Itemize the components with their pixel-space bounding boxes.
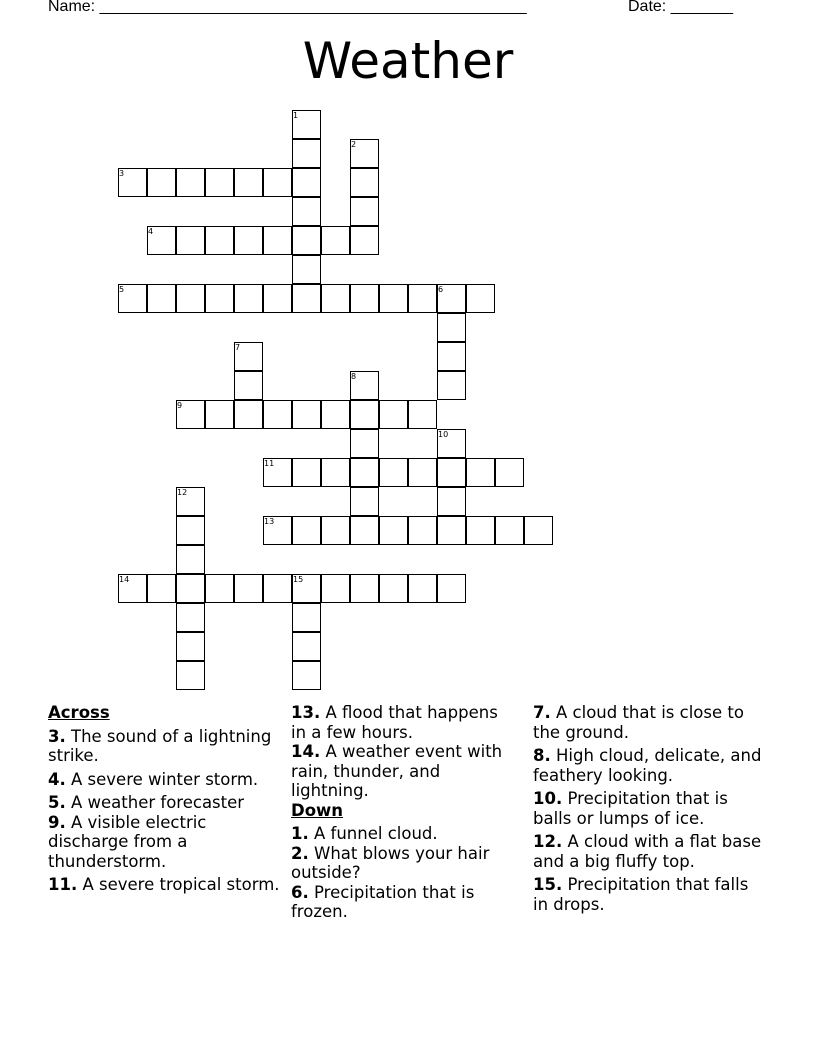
grid-cell[interactable] xyxy=(408,400,437,429)
grid-cell[interactable] xyxy=(495,458,524,487)
clue-number: 2 xyxy=(351,140,357,149)
grid-cell[interactable] xyxy=(350,516,379,545)
grid-cell[interactable] xyxy=(408,284,437,313)
grid-cell[interactable] xyxy=(234,400,263,429)
grid-cell[interactable] xyxy=(292,139,321,168)
grid-cell[interactable] xyxy=(466,284,495,313)
grid-cell[interactable] xyxy=(176,603,205,632)
grid-cell[interactable] xyxy=(292,661,321,690)
grid-cell[interactable] xyxy=(292,603,321,632)
grid-cell[interactable] xyxy=(147,574,176,603)
clue-number: 9 xyxy=(177,401,183,410)
clue-number: 3 xyxy=(119,169,125,178)
grid-cell[interactable] xyxy=(437,574,466,603)
clue-down-10: 10. Precipitation that is balls or lumps of ice. xyxy=(533,789,728,828)
grid-cell[interactable] xyxy=(321,574,350,603)
clue-down-7: 7. A cloud that is close to the ground. xyxy=(533,703,744,742)
grid-cell[interactable] xyxy=(205,226,234,255)
clue-across-5: 5. A weather forecaster xyxy=(48,793,245,812)
grid-cell[interactable] xyxy=(408,574,437,603)
grid-cell[interactable] xyxy=(350,226,379,255)
grid-cell[interactable] xyxy=(234,574,263,603)
grid-cell[interactable] xyxy=(379,574,408,603)
clue-down-6: 6. Precipitation that is frozen. xyxy=(291,882,475,921)
grid-cell[interactable] xyxy=(263,574,292,603)
clue-down-1: 1. A funnel cloud. xyxy=(291,824,438,843)
clue-across-14: 14. A weather event with rain, thunder, and lightning. xyxy=(291,742,503,800)
clue-down-8: 8. High cloud, delicate, and feathery looking. xyxy=(533,746,762,785)
grid-cell[interactable] xyxy=(292,632,321,661)
grid-cell[interactable] xyxy=(350,429,379,458)
clue-number: 13 xyxy=(264,517,275,526)
grid-cell[interactable] xyxy=(176,284,205,313)
grid-cell[interactable] xyxy=(234,226,263,255)
clue-across-4: 4. A severe winter storm. xyxy=(48,769,259,789)
grid-cell[interactable] xyxy=(292,516,321,545)
clue-number: 6 xyxy=(438,285,444,294)
grid-cell[interactable] xyxy=(466,516,495,545)
grid-cell[interactable] xyxy=(379,284,408,313)
grid-cell[interactable] xyxy=(176,516,205,545)
grid-cell[interactable] xyxy=(176,168,205,197)
grid-cell[interactable] xyxy=(205,400,234,429)
grid-cell[interactable] xyxy=(176,545,205,574)
grid-cell[interactable] xyxy=(176,661,205,690)
grid-cell[interactable] xyxy=(437,487,466,516)
grid-cell[interactable] xyxy=(321,458,350,487)
grid-cell[interactable] xyxy=(292,284,321,313)
grid-cell[interactable] xyxy=(176,632,205,661)
grid-cell[interactable] xyxy=(234,168,263,197)
grid-cell[interactable] xyxy=(350,400,379,429)
grid-cell[interactable] xyxy=(147,284,176,313)
grid-cell[interactable] xyxy=(350,168,379,197)
grid-cell[interactable] xyxy=(437,371,466,400)
grid-cell[interactable] xyxy=(292,197,321,226)
grid-cell[interactable] xyxy=(321,516,350,545)
grid-cell[interactable] xyxy=(205,284,234,313)
clue-across-13: 13. A flood that happens in a few hours. xyxy=(291,703,498,742)
grid-cell[interactable] xyxy=(292,255,321,284)
grid-cell[interactable] xyxy=(437,313,466,342)
grid-cell[interactable] xyxy=(292,168,321,197)
grid-cell[interactable] xyxy=(437,516,466,545)
grid-cell[interactable] xyxy=(524,516,553,545)
grid-cell[interactable] xyxy=(408,458,437,487)
clue-number: 1 xyxy=(293,111,299,120)
grid-cell[interactable] xyxy=(350,284,379,313)
grid-cell[interactable] xyxy=(466,458,495,487)
grid-cell[interactable] xyxy=(205,168,234,197)
grid-cell[interactable] xyxy=(437,458,466,487)
grid-cell[interactable] xyxy=(408,516,437,545)
grid-cell[interactable] xyxy=(437,342,466,371)
grid-cell[interactable] xyxy=(263,168,292,197)
name-label: Name: ________________________________________________ xyxy=(48,0,527,15)
down-heading: Down xyxy=(291,800,344,820)
grid-cell[interactable] xyxy=(379,516,408,545)
grid-cell[interactable] xyxy=(350,458,379,487)
clue-across-9: 9. A visible electric discharge from a thunderstorm. xyxy=(48,812,207,871)
grid-cell[interactable] xyxy=(263,400,292,429)
grid-cell[interactable] xyxy=(321,284,350,313)
clue-column-1 xyxy=(48,703,283,899)
clue-across-3: 3. The sound of a lightning strike. xyxy=(48,726,272,765)
grid-cell[interactable] xyxy=(495,516,524,545)
grid-cell[interactable] xyxy=(147,168,176,197)
grid-cell[interactable] xyxy=(176,574,205,603)
grid-cell[interactable] xyxy=(350,574,379,603)
grid-cell[interactable] xyxy=(205,574,234,603)
across-heading: Across xyxy=(48,703,110,722)
grid-cell[interactable] xyxy=(234,284,263,313)
grid-cell[interactable] xyxy=(234,371,263,400)
clue-down-12: 12. A cloud with a flat base and a big fluffy top. xyxy=(533,832,762,871)
clue-number: 5 xyxy=(119,285,125,294)
grid-cell[interactable] xyxy=(350,487,379,516)
grid-cell[interactable] xyxy=(379,458,408,487)
grid-cell[interactable] xyxy=(292,458,321,487)
grid-cell[interactable] xyxy=(292,400,321,429)
header xyxy=(48,0,733,16)
clue-number: 14 xyxy=(119,575,130,584)
clue-number: 15 xyxy=(293,575,304,584)
grid-cell[interactable] xyxy=(321,400,350,429)
clue-number: 10 xyxy=(438,430,449,439)
clue-down-15: 15. Precipitation that falls in drops. xyxy=(533,875,749,914)
grid-cell[interactable] xyxy=(292,226,321,255)
grid-cell[interactable] xyxy=(379,400,408,429)
clue-across-11: 11. A severe tropical storm. xyxy=(48,875,280,894)
grid-cell[interactable] xyxy=(350,197,379,226)
clue-number: 4 xyxy=(148,227,154,236)
grid-cell[interactable] xyxy=(321,226,350,255)
clue-down-2: 2. What blows your hair outside? xyxy=(291,843,490,882)
clue-number: 8 xyxy=(351,372,357,381)
grid-cell[interactable] xyxy=(176,226,205,255)
grid-cell[interactable] xyxy=(263,226,292,255)
clue-column-2 xyxy=(291,703,516,926)
grid-cell[interactable] xyxy=(263,284,292,313)
date-label: Date: _______ xyxy=(628,0,733,15)
clue-column-3 xyxy=(533,703,768,918)
clue-number: 7 xyxy=(235,343,241,352)
clue-number: 11 xyxy=(264,459,275,468)
page-title: Weather xyxy=(302,32,514,90)
clue-number: 12 xyxy=(177,488,188,497)
